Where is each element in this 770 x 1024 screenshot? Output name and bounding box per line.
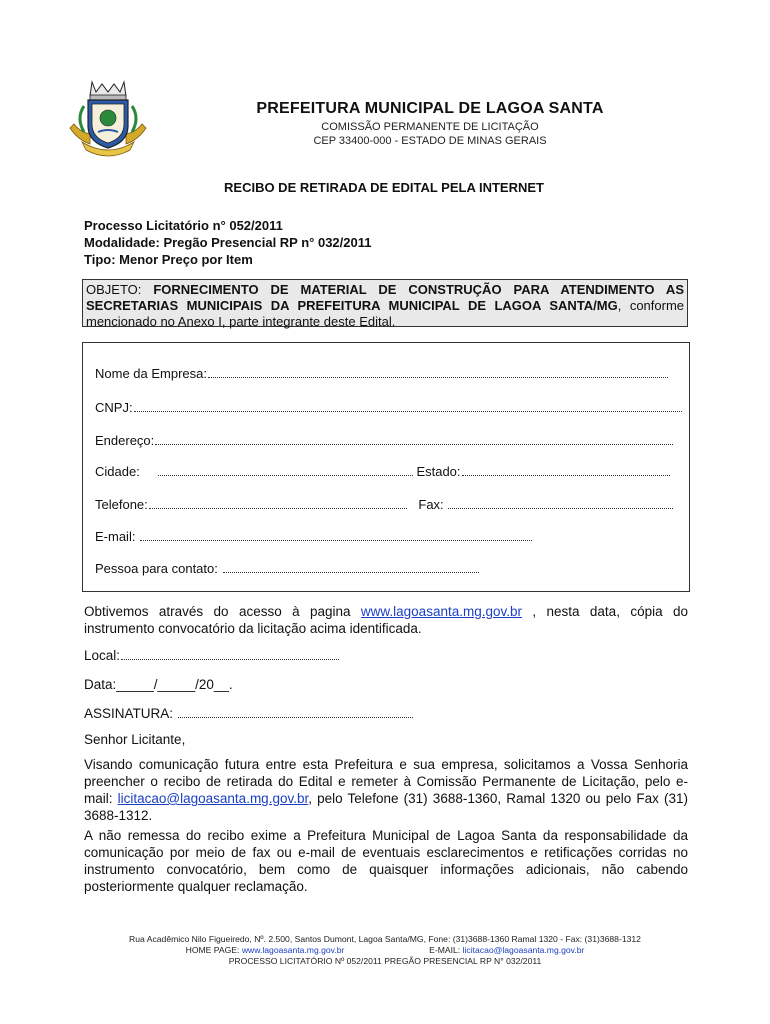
phone-fax-field[interactable]	[95, 497, 673, 512]
local-line[interactable]	[121, 649, 339, 660]
contact-label: Pessoa para contato:	[95, 561, 218, 576]
local-field[interactable]	[84, 648, 339, 663]
email-line[interactable]	[140, 530, 532, 541]
cnpj-line[interactable]	[134, 401, 682, 412]
signature-field[interactable]	[84, 706, 413, 721]
obtained-text-start: Obtivemos através do acesso à pagina	[84, 604, 351, 619]
objeto-rest-text: , conforme mencionado no Anexo I, parte integrante deste Edital.	[86, 298, 685, 329]
date-field[interactable]: Data:_____/_____/20__.	[84, 677, 233, 692]
footer-home-link[interactable]: www.lagoasanta.mg.gov.br	[241, 945, 345, 955]
email-label: E-mail:	[95, 529, 136, 544]
state-line[interactable]	[462, 465, 670, 476]
website-link[interactable]: www.lagoasanta.mg.gov.br	[360, 604, 522, 619]
email-field[interactable]	[95, 529, 532, 544]
phone-line[interactable]	[149, 498, 407, 509]
coat-of-arms-logo	[68, 78, 148, 160]
local-label: Local:	[84, 648, 121, 663]
address-field[interactable]	[95, 433, 673, 448]
footer-email-link[interactable]: licitacao@lagoasanta.mg.gov.br	[462, 945, 585, 955]
salutation: Senhor Licitante,	[84, 732, 186, 747]
disclaimer-paragraph: A não remessa do recibo exime a Prefeitura Municipal de Lagoa Santa da responsabilidade da comunicação por meio de fax ou e-mail de eventuais esclarecimentos e retificações corridas no instrumento convocatório, bem como de quaisquer informações adicionais, não cabendo posteriormente qualquer reclamação.	[84, 828, 688, 894]
objeto-bold-text: FORNECIMENTO DE MATERIAL DE CONSTRUÇÃO PARA ATENDIMENTO AS SECRETARIAS MUNICIPAIS DA PREFEITURA MUNICIPAL DE LAGOA SANTA/MG	[86, 282, 684, 313]
cnpj-field[interactable]	[95, 400, 682, 415]
address-label: Endereço:	[95, 433, 155, 448]
contact-person-field[interactable]	[95, 561, 479, 576]
cep-state-subtitle: CEP 33400-000 - ESTADO DE MINAS GERAIS	[313, 135, 547, 147]
document-title: RECIBO DE RETIRADA DE EDITAL PELA INTERNET	[224, 180, 544, 195]
footer-email-label: E-MAIL:	[429, 945, 461, 955]
city-line[interactable]	[158, 465, 413, 476]
footer-process: PROCESSO LICITATÓRIO Nº 052/2011 PREGÃO PRESENCIAL RP N° 032/2011	[228, 956, 542, 966]
communication-paragraph	[84, 756, 688, 824]
signature-line[interactable]	[178, 707, 413, 718]
city-label: Cidade:	[95, 464, 140, 479]
email-link[interactable]: licitacao@lagoasanta.mg.gov.br	[117, 791, 309, 806]
fax-label: Fax:	[418, 497, 444, 512]
obtained-paragraph	[84, 603, 688, 637]
fax-line[interactable]	[448, 498, 673, 509]
city-state-field[interactable]	[95, 464, 670, 479]
cnpj-label: CNPJ:	[95, 400, 133, 415]
objeto-label: OBJETO:	[86, 282, 142, 297]
address-line[interactable]	[155, 434, 673, 445]
state-label: Estado:	[416, 464, 461, 479]
municipality-title: PREFEITURA MUNICIPAL DE LAGOA SANTA	[256, 100, 604, 117]
company-name-label: Nome da Empresa:	[95, 366, 207, 381]
footer-address: Rua Acadêmico Nilo Figueiredo, Nº. 2.500, Santos Dumont, Lagoa Santa/MG, Fone: (31)3688-1360 Ramal 1320 - Fax: (31)3688-1312	[129, 934, 641, 944]
process-number: Processo Licitatório n° 052/2011	[84, 218, 283, 233]
company-name-line[interactable]	[208, 367, 668, 378]
company-name-field[interactable]	[95, 366, 668, 381]
communication-text-start: Visando comunicação futura entre esta Prefeitura e sua empresa, solicitamos a Vossa Senhoria preencher o recibo de retirada do Edital e remeter à Comissão Permanente de Licitação, pelo e-mail:	[84, 757, 688, 806]
commission-subtitle: COMISSÃO PERMANENTE DE LICITAÇÃO	[321, 121, 539, 133]
process-modality: Modalidade: Pregão Presencial RP n° 032/2011	[84, 235, 372, 250]
objeto-box	[82, 279, 688, 327]
phone-label: Telefone:	[95, 497, 148, 512]
process-type: Tipo: Menor Preço por Item	[84, 252, 253, 267]
obtained-text-end: , nesta data, cópia do instrumento convocatório da licitação acima identificada.	[84, 604, 688, 636]
signature-label: ASSINATURA:	[84, 706, 174, 721]
contact-line[interactable]	[223, 562, 479, 573]
footer-home-label: HOME PAGE:	[185, 945, 240, 955]
footer-contacts	[40, 945, 730, 955]
communication-text-end: , pelo Telefone (31) 3688-1360, Ramal 1320 ou pelo Fax (31) 3688-1312.	[84, 791, 688, 823]
